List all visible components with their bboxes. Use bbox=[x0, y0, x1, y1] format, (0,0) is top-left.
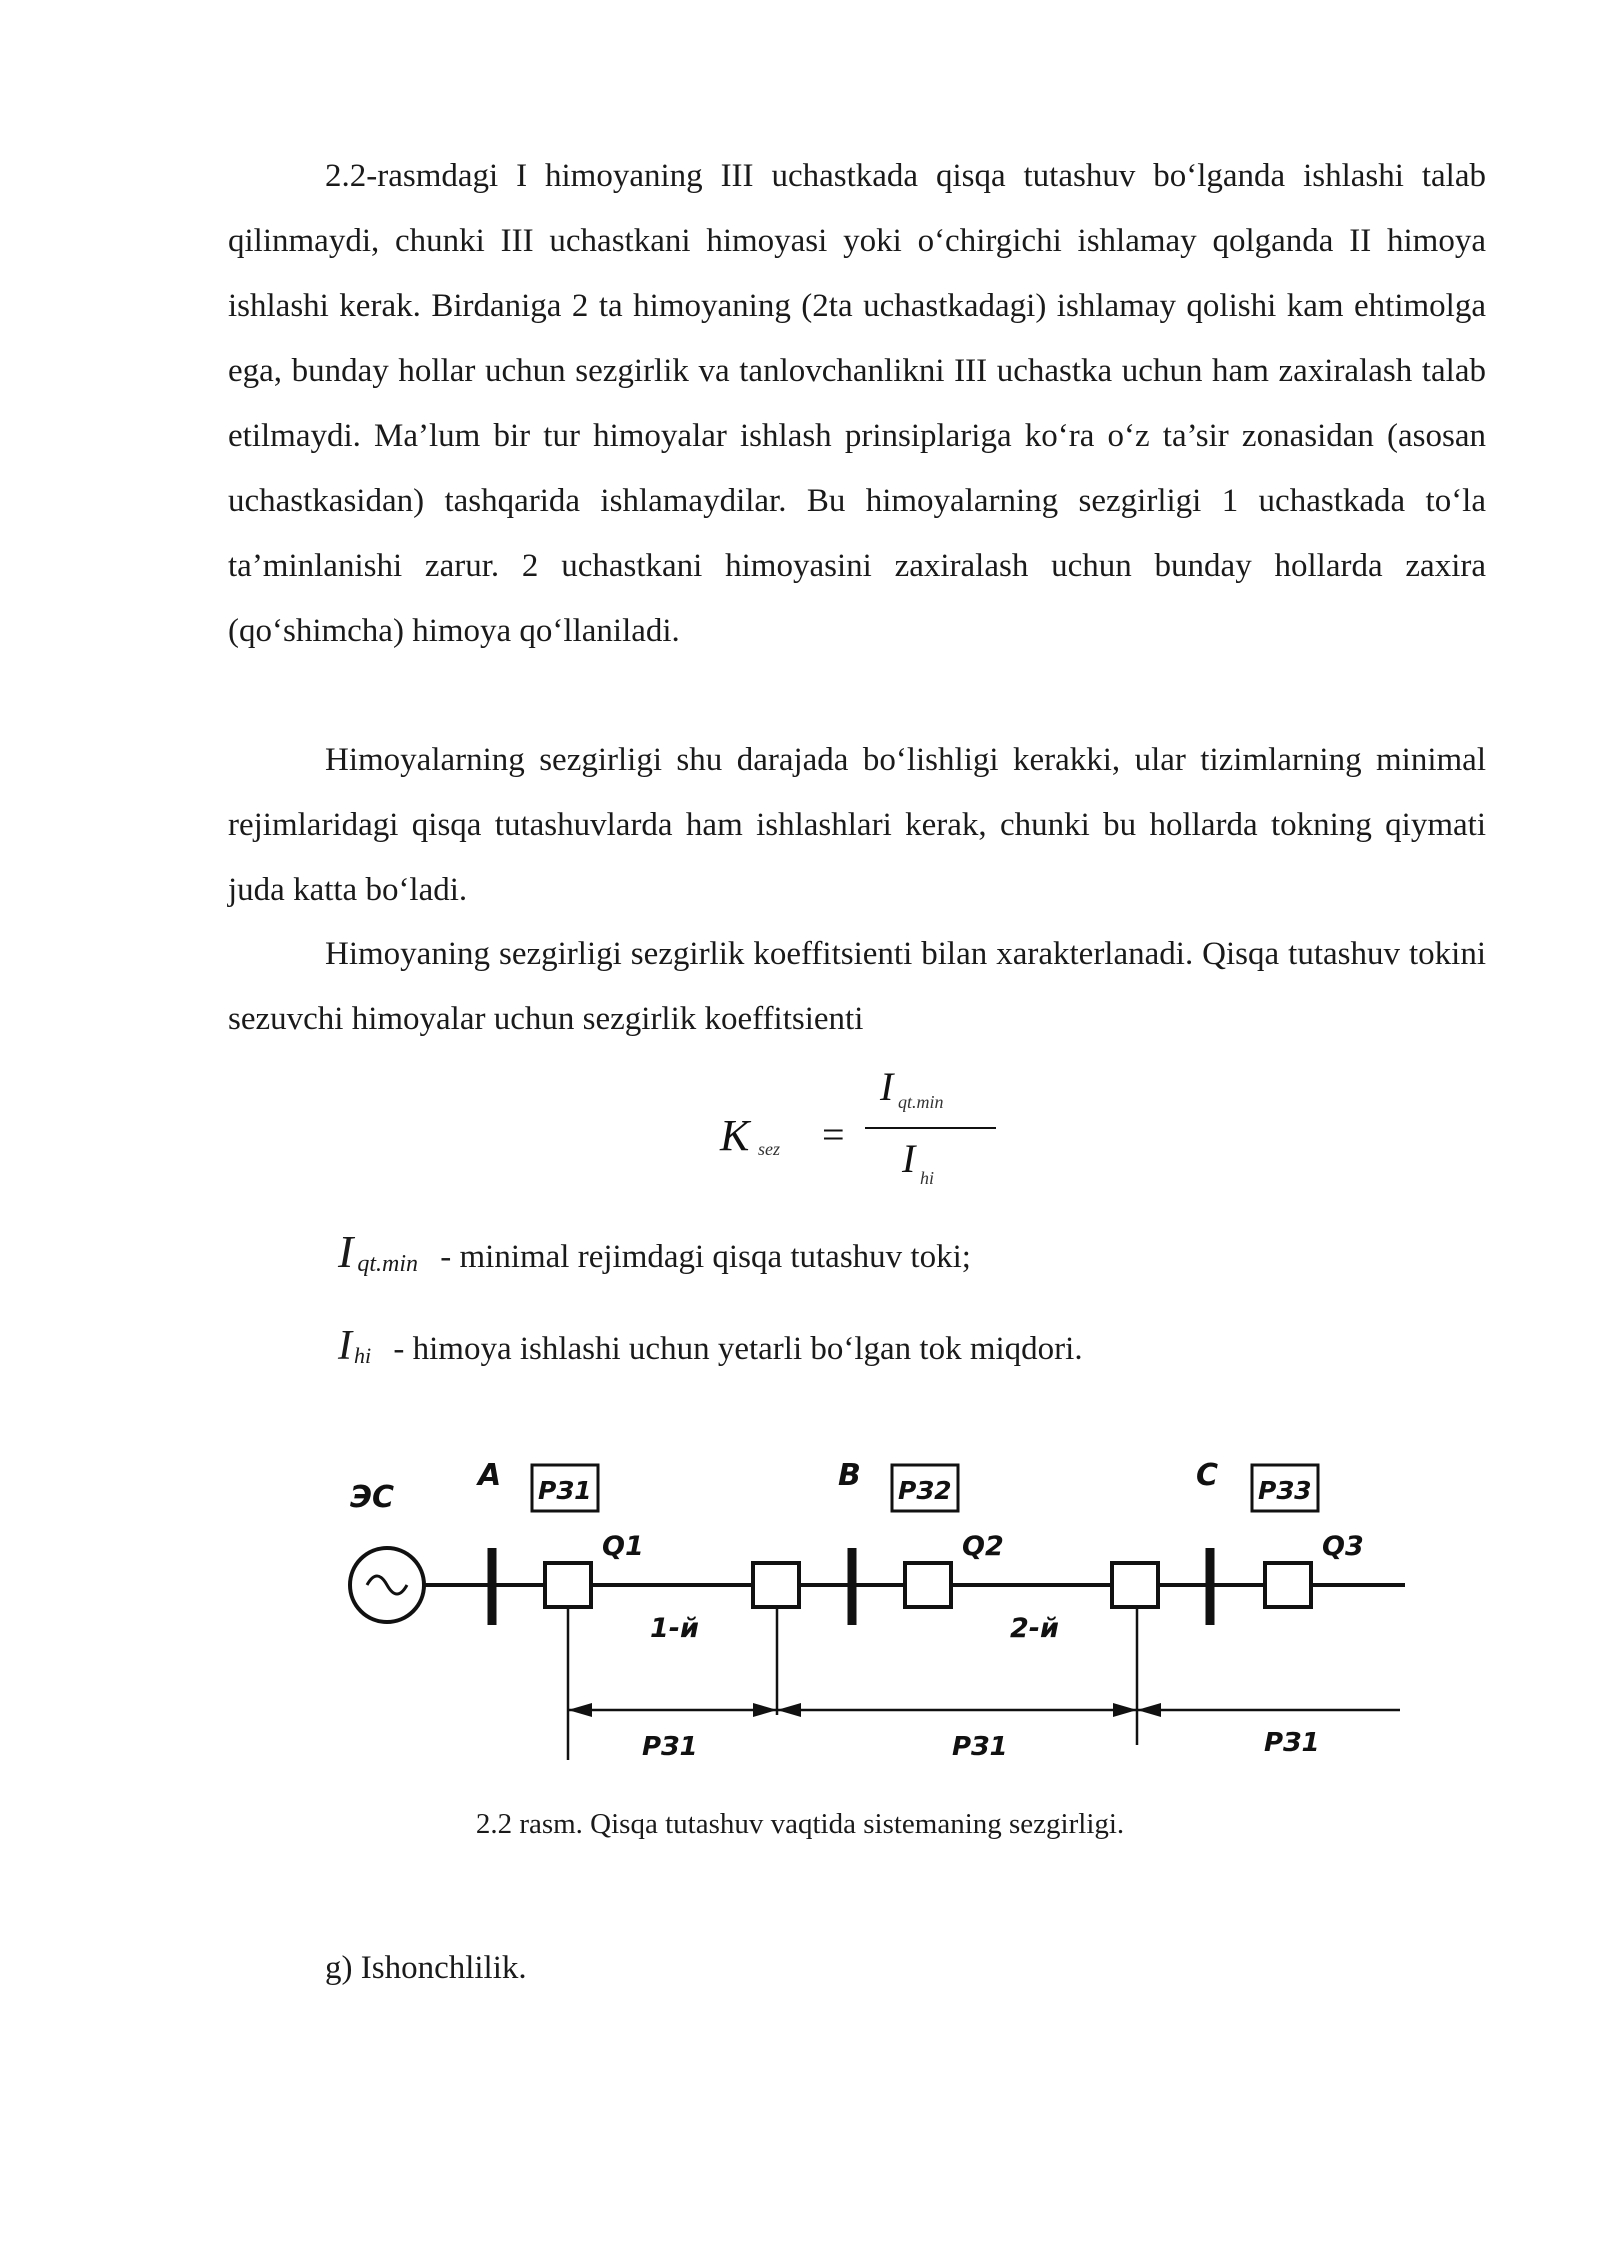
definition-1-symbol: I bbox=[338, 1226, 354, 1277]
zone-3-label: РЗ1 bbox=[1264, 1728, 1320, 1758]
paragraph-3 bbox=[228, 922, 1486, 1052]
section-2-label: 2-й bbox=[1010, 1613, 1059, 1644]
formula-lhs: K bbox=[720, 1111, 750, 1160]
relay-1-label: РЗ1 bbox=[538, 1476, 592, 1505]
sensitivity-formula bbox=[700, 1050, 1020, 1210]
formula-equals: = bbox=[822, 1112, 845, 1157]
paragraph-3-text: Himoyaning sezgirligi sezgirlik koeffitsienti bilan xarakterlanadi. Qisqa tutashuv tokini sezuvchi himoyalar uchun sezgirlik koeffitsienti bbox=[228, 936, 1486, 1037]
definition-1-text: - minimal rejimdagi qisqa tutashuv toki; bbox=[440, 1239, 971, 1275]
definition-1-sub: qt.min bbox=[357, 1251, 418, 1277]
sine-icon bbox=[367, 1576, 407, 1594]
definition-2-symbol: I bbox=[338, 1323, 352, 1369]
breaker-q1-label: Q1 bbox=[602, 1531, 644, 1562]
breaker-q2-label: Q2 bbox=[962, 1531, 1004, 1562]
formula-lhs-sub: sez bbox=[758, 1139, 780, 1159]
definition-2-text: - himoya ishlashi uchun yetarli bo‘lgan tok miqdori. bbox=[393, 1331, 1083, 1367]
breaker-1-end bbox=[753, 1563, 799, 1607]
formula-numerator: I bbox=[880, 1064, 894, 1109]
zone-1-label: РЗ1 bbox=[642, 1732, 698, 1762]
paragraph-2 bbox=[228, 728, 1486, 923]
definition-1 bbox=[338, 1225, 971, 1278]
node-c-label: C bbox=[1196, 1458, 1219, 1493]
node-b-label: B bbox=[838, 1458, 861, 1493]
section-heading: g) Ishonchlilik. bbox=[325, 1950, 527, 1986]
paragraph-1 bbox=[228, 144, 1486, 664]
section-1-label: 1-й bbox=[650, 1613, 699, 1644]
figure-caption: 2.2 rasm. Qisqa tutashuv vaqtida sistemaning sezgirligi. bbox=[475, 1808, 1125, 1840]
breaker-q1 bbox=[545, 1563, 591, 1607]
paragraph-2-text: Himoyalarning sezgirligi shu darajada bo‘lishligi kerakki, ular tizimlarning minimal rejimlaridagi qisqa tutashuvlarda ham ishlashlari kerak, chunki bu hollarda tokning qiymati juda katta bo‘ladi. bbox=[228, 742, 1486, 908]
zone-2-label: РЗ1 bbox=[952, 1732, 1008, 1762]
formula-denominator: I bbox=[902, 1136, 916, 1181]
formula-denominator-sub: hi bbox=[920, 1168, 935, 1188]
definition-2 bbox=[338, 1322, 1083, 1370]
relay-3-label: РЗ3 bbox=[1258, 1476, 1312, 1505]
source-label: ЭС bbox=[350, 1480, 395, 1515]
breaker-2-end bbox=[1112, 1563, 1158, 1607]
breaker-q3-label: Q3 bbox=[1322, 1531, 1364, 1562]
paragraph-1-text: 2.2-rasmdagi I himoyaning III uchastkada qisqa tutashuv bo‘lganda ishlashi talab qilinmaydi, chunki III uchastkani himoyasi yoki o‘chirgichi ishlamay qolganda II himoya ishlashi kerak. Birdaniga 2 ta himoyaning (2ta uchastkadagi) ishlamay qolishi kam ehtimolga ega, bunday hollar uchun sezgirlik va tanlovchanlikni III uchastka uchun ham zaxiralash talab etilmaydi. Ma’lum bir tur himoyalar ishlash prinsiplariga ko‘ra o‘z ta’sir zonasidan (asosan uchastkasidan) tashqarida ishlamaydilar. Bu himoyalarning sezgirligi 1 uchastkada to‘la ta’minlanishi zarur. 2 uchastkani himoyasini zaxiralash uchun bunday hollarda zaxira (qo‘shimcha) himoya qo‘llaniladi. bbox=[228, 158, 1486, 649]
breaker-q2 bbox=[905, 1563, 951, 1607]
node-a-label: A bbox=[478, 1458, 502, 1493]
formula-numerator-sub: qt.min bbox=[898, 1092, 944, 1112]
definition-2-sub: hi bbox=[354, 1343, 372, 1368]
breaker-q3 bbox=[1265, 1563, 1311, 1607]
protection-zone-diagram bbox=[330, 1445, 1410, 1790]
relay-2-label: РЗ2 bbox=[898, 1476, 952, 1505]
